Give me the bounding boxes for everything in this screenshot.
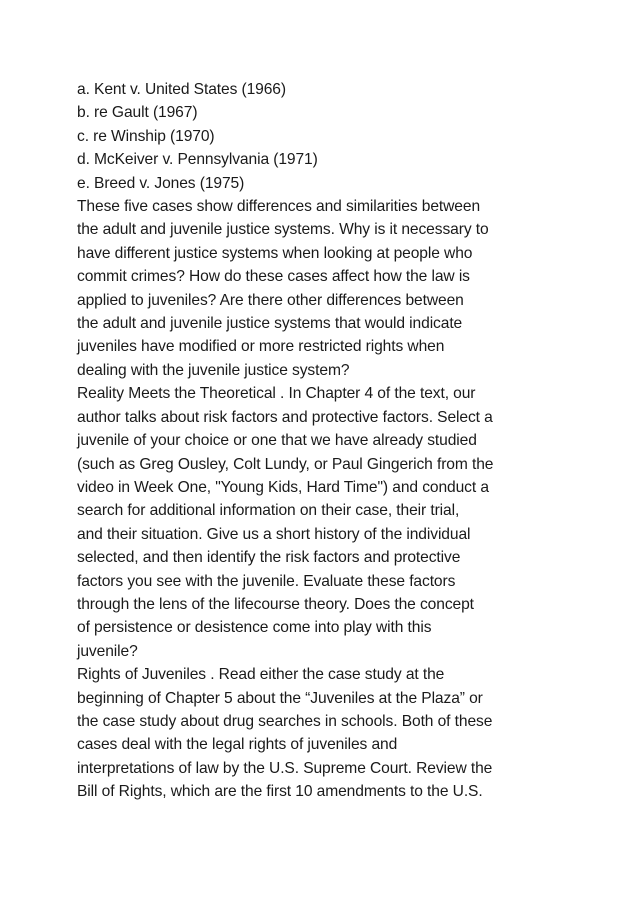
text-line: search for additional information on their case, their trial, [77,502,460,520]
text-line: b. re Gault (1967) [77,104,198,122]
text-line: the adult and juvenile justice systems that would indicate [77,315,463,333]
text-line: the adult and juvenile justice systems. Why is it necessary to [77,221,489,239]
text-line: of persistence or desistence come into play with this [77,619,432,637]
document-body [77,78,557,804]
text-line: interpretations of law by the U.S. Supreme Court. Review the [77,759,493,777]
text-line: and their situation. Give us a short history of the individual [77,525,471,543]
text-line: selected, and then identify the risk factors and protective [77,549,461,567]
text-line: author talks about risk factors and protective factors. Select a [77,408,493,426]
text-line: applied to juveniles? Are there other differences between [77,291,464,309]
text-line: commit crimes? How do these cases affect how the law is [77,268,470,286]
text-line: have different justice systems when looking at people who [77,244,473,262]
text-line: juveniles have modified or more restricted rights when [77,338,445,356]
text-line: Rights of Juveniles . Read either the case study at the [77,666,445,684]
text-line: cases deal with the legal rights of juveniles and [77,736,398,754]
text-line: d. McKeiver v. Pennsylvania (1971) [77,151,318,169]
text-line: the case study about drug searches in schools. Both of these [77,712,493,730]
text-line: a. Kent v. United States (1966) [77,81,286,98]
text-line: Bill of Rights, which are the first 10 amendments to the U.S. [77,783,483,801]
text-line: c. re Winship (1970) [77,127,215,145]
text-line: These five cases show differences and similarities between [77,198,481,216]
text-line: video in Week One, "Young Kids, Hard Time") and conduct a [77,478,489,496]
text-line: juvenile of your choice or one that we have already studied [77,432,477,450]
text-line: juvenile? [77,642,138,660]
text-line: e. Breed v. Jones (1975) [77,174,245,192]
text-line: beginning of Chapter 5 about the “Juveniles at the Plaza” or [77,689,483,707]
text-line: through the lens of the lifecourse theory. Does the concept [77,595,474,613]
text-line: (such as Greg Ousley, Colt Lundy, or Paul Gingerich from the [77,455,494,473]
text-line: dealing with the juvenile justice system? [77,361,350,379]
text-line: factors you see with the juvenile. Evaluate these factors [77,572,456,590]
text-line: Reality Meets the Theoretical . In Chapter 4 of the text, our [77,385,476,403]
